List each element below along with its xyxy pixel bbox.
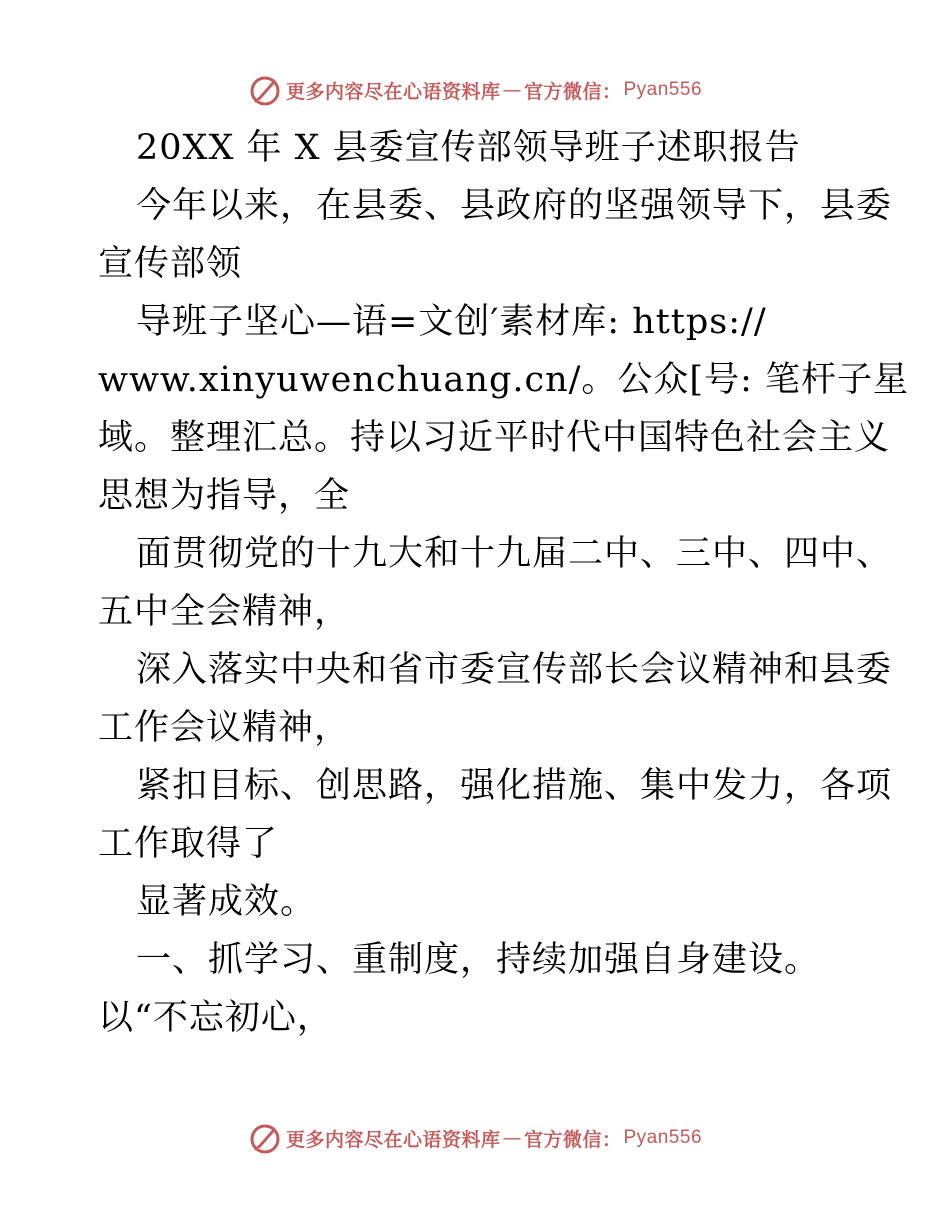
document-title: 20XX 年 X 县委宣传部领导班子述职报告 — [136, 128, 801, 168]
document-line: 面贯彻党的十九大和十九届二中、三中、四中、 — [136, 534, 893, 574]
document-line: 宣传部领 — [98, 244, 243, 284]
document-line: 显著成效。 — [136, 882, 317, 922]
document-line: 思想为指导，全 — [98, 476, 351, 516]
header-dash: — — [502, 79, 522, 101]
header-watermark-banner — [0, 70, 950, 110]
document-line: 紧扣目标、创思路，强化措施、集中发力，各项 — [136, 766, 893, 806]
document-line: 域。整理汇总。持以习近平时代中国特色社会主义 — [98, 418, 891, 458]
document-line: www.xinyuwenchuang.cn/。公众[号: 笔杆子星 — [98, 360, 909, 400]
footer-dash: — — [502, 1127, 522, 1149]
quill-logo-icon — [248, 73, 282, 107]
document-line: 工作会议精神， — [98, 708, 351, 748]
footer-site-text: 更多内容尽在心语资料库 — [285, 1128, 501, 1151]
section-heading-1: 一、抓学习、重制度，持续加强自身建设。 — [136, 940, 821, 980]
document-line: 工作取得了 — [98, 824, 279, 864]
footer-official-label: 官方微信： — [523, 1128, 622, 1151]
document-line: 导班子坚心—语=文创′素材库: https:// — [136, 302, 767, 342]
header-site-text: 更多内容尽在心语资料库 — [285, 80, 501, 103]
quill-logo-icon — [248, 1121, 282, 1155]
document-line: 今年以来，在县委、县政府的坚强领导下，县委 — [136, 186, 893, 226]
header-official-label: 官方微信： — [523, 80, 622, 103]
document-line: 深入落实中央和省市委宣传部长会议精神和县委 — [136, 650, 893, 690]
footer-watermark-banner — [0, 1118, 950, 1158]
header-wechat-id: Pyan556 — [623, 79, 703, 100]
footer-wechat-id: Pyan556 — [623, 1127, 703, 1148]
document-line: 以“不忘初心， — [98, 998, 333, 1038]
document-line: 五中全会精神， — [98, 592, 351, 632]
